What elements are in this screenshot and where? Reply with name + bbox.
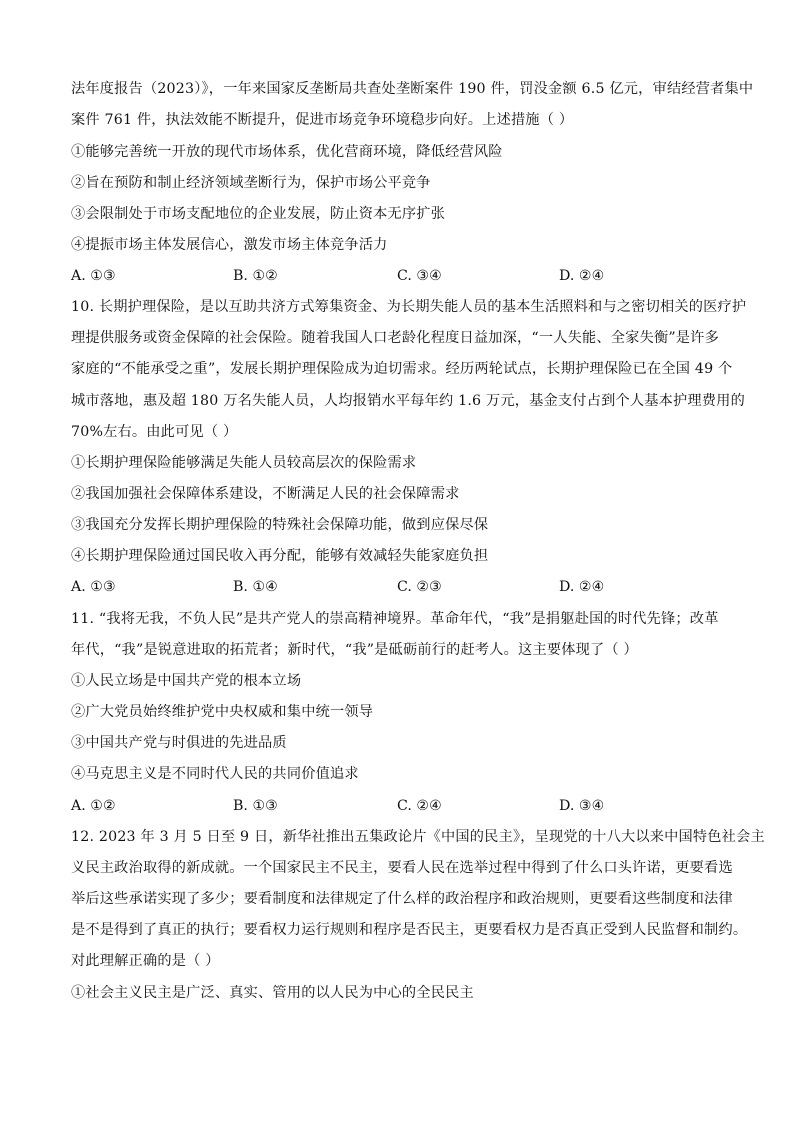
q9-option-d[interactable]: D. ②④ <box>559 268 605 284</box>
q12-stem-line: 12. 2023 年 3 月 5 日至 9 日，新华社推出五集政论片《中国的民主》，呈现党的十八大以来中国特色社会主 <box>71 829 765 845</box>
q9-options <box>71 266 731 286</box>
q11-statement-3: ③中国共产党与时俱进的先进品质 <box>71 735 287 751</box>
q10-option-b[interactable]: B. ①④ <box>233 579 278 595</box>
q12-stem-line: 义民主政治取得的新成就。一个国家民主不民主，要看人民在选举过程中得到了什么口头许诺，更要看选 <box>71 860 733 876</box>
q9-statement-2: ②旨在预防和制止经济领域垄断行为，保护市场公平竞争 <box>71 175 431 191</box>
q11-option-b[interactable]: B. ①③ <box>233 798 278 814</box>
q9-statement-4: ④提振市场主体发展信心，激发市场主体竞争活力 <box>71 237 388 253</box>
q12-stem-line: 对此理解正确的是（ ） <box>71 953 220 969</box>
q10-statement-4: ④长期护理保险通过国民收入再分配，能够有效减轻失能家庭负担 <box>71 548 489 564</box>
q12-stem-line: 是不是得到了真正的执行；要看权力运行规则和程序是否民主，更要看权力是否真正受到人民监督和制约。 <box>71 922 748 938</box>
q11-option-d[interactable]: D. ③④ <box>559 798 605 814</box>
q12-stem-line: 举后这些承诺实现了多少；要看制度和法律规定了什么样的政治程序和政治规则，更要看这些制度和法律 <box>71 891 733 907</box>
q11-option-a[interactable]: A. ①② <box>71 798 116 814</box>
q12-statement-1: ①社会主义民主是广泛、真实、管用的以人民为中心的全民民主 <box>71 985 474 1001</box>
q10-stem-line: 70%左右。由此可见（ ） <box>71 424 238 440</box>
q11-statement-4: ④马克思主义是不同时代人民的共同价值追求 <box>71 766 359 782</box>
q9-statement-1: ①能够完善统一开放的现代市场体系，优化营商环境，降低经营风险 <box>71 144 503 160</box>
q10-stem-line: 理提供服务或资金保障的社会保险。随着我国人口老龄化程度日益加深，“一人失能、全家失衡”是许多 <box>71 330 719 346</box>
q11-stem-line: 年代，“我”是锐意进取的拓荒者；新时代，“我”是砥砺前行的赶考人。这主要体现了（ ） <box>71 642 638 658</box>
q10-option-c[interactable]: C. ②③ <box>397 579 442 595</box>
q10-option-a[interactable]: A. ①③ <box>71 579 116 595</box>
q10-stem-line: 10. 长期护理保险，是以互助共济方式筹集资金、为长期失能人员的基本生活照料和与之密切相关的医疗护 <box>71 299 747 315</box>
q11-option-c[interactable]: C. ②④ <box>397 798 442 814</box>
q10-stem-line: 城市落地，惠及超 180 万名失能人员，人均报销水平每年约 1.6 万元，基金支付占到个人基本护理费用的 <box>71 393 745 409</box>
q9-option-c[interactable]: C. ③④ <box>397 268 442 284</box>
q9-statement-3: ③会限制处于市场支配地位的企业发展，防止资本无序扩张 <box>71 206 446 222</box>
q11-stem-line: 11. “我将无我，不负人民”是共产党人的崇高精神境界。革命年代，“我”是捐躯赴国的时代先锋；改革 <box>71 611 719 627</box>
q10-statement-1: ①长期护理保险能够满足失能人员较高层次的保险需求 <box>71 455 417 471</box>
q10-statement-3: ③我国充分发挥长期护理保险的特殊社会保障功能，做到应保尽保 <box>71 517 489 533</box>
q10-statement-2: ②我国加强社会保障体系建设，不断满足人民的社会保障需求 <box>71 486 460 502</box>
q10-options <box>71 577 731 597</box>
q11-statement-2: ②广大党员始终维护党中央权威和集中统一领导 <box>71 704 374 720</box>
q11-statement-1: ①人民立场是中国共产党的根本立场 <box>71 673 302 689</box>
q10-option-d[interactable]: D. ②④ <box>559 579 605 595</box>
q10-stem-line: 家庭的“不能承受之重”，发展长期护理保险成为迫切需求。经历两轮试点，长期护理保险已在全国 49 个 <box>71 361 733 377</box>
q9-stem-line: 法年度报告（2023）》，一年来国家反垄断局共查处垄断案件 190 件，罚没金额 6.5 亿元，审结经营者集中 <box>71 81 754 97</box>
q11-options <box>71 796 731 816</box>
q9-option-a[interactable]: A. ①③ <box>71 268 116 284</box>
q9-option-b[interactable]: B. ①② <box>233 268 278 284</box>
q9-stem-line: 案件 761 件，执法效能不断提升，促进市场竞争环境稳步向好。上述措施（ ） <box>71 112 574 128</box>
